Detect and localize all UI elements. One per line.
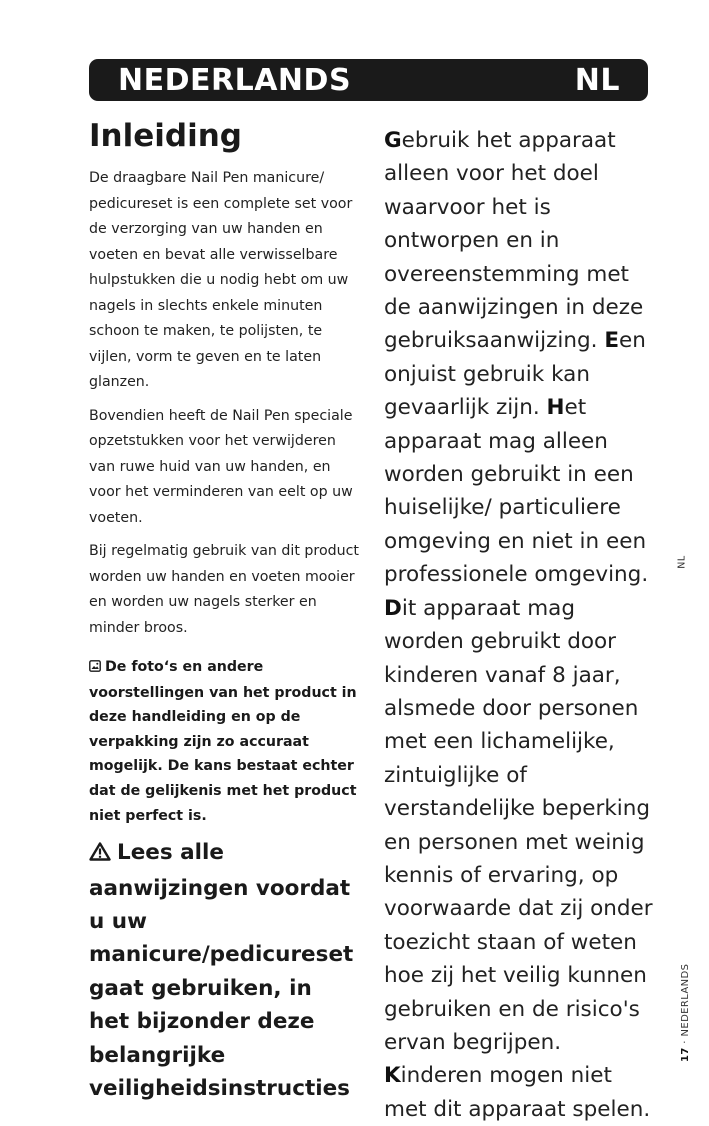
- warning-triangle-icon: [89, 838, 111, 871]
- sentence-initial: G: [384, 128, 402, 153]
- warning-instruction: [89, 836, 359, 1105]
- footer-section: NEDERLANDS: [680, 963, 691, 1037]
- sentence-initial: K: [384, 1063, 401, 1089]
- footer-separator: ·: [680, 1036, 691, 1048]
- language-header-bar: [89, 59, 648, 101]
- sentence-initial: E: [604, 328, 620, 354]
- side-language-tab: NL: [676, 555, 688, 569]
- sentence-initial: H: [546, 395, 565, 421]
- intro-paragraph: De draagbare Nail Pen manicure/ pedicureset is een complete set voor de verzorging van uw handen en voeten en bevat alle verwisselbare hulpstukken die u nodig hebt om uw nagels in slechts enkele minuten schoon te maken, te polijsten, te vijlen, vorm te geven en te laten glanzen.: [89, 170, 353, 390]
- page-footer: [680, 964, 691, 1062]
- intro-paragraph: Bovendien heeft de Nail Pen speciale opzetstukken voor het verwijderen van ruwe huid van uw handen, en voor het verminderen van eelt op uw voeten.: [89, 407, 353, 526]
- page-number: 17: [680, 1047, 691, 1062]
- notice-text: De foto‘s en andere voorstellingen van het product in deze handleiding en op de verpakking zijn zo accuraat mogelijk. De kans bestaat echter dat de gelijkenis met het product niet perfect is.: [89, 659, 357, 824]
- sentence-initial: D: [384, 595, 402, 621]
- safety-sentence: it apparaat mag worden gebruikt door kinderen vanaf 8 jaar, alsmede door personen met een lichamelijke, zintuiglijke of verstandelijke beperking en personen met weinig kennis of ervaring, op voorwaarde dat zij onder toezicht staan of weten hoe zij het veilig kunnen gebruiken en de risico's ervan begrijpen.: [384, 595, 653, 1055]
- left-column: [89, 166, 359, 1105]
- image-icon: [89, 656, 101, 681]
- safety-sentence: inderen mogen niet met dit apparaat spelen.: [384, 1063, 651, 1122]
- header-language: NEDERLANDS: [118, 62, 352, 98]
- section-heading: Inleiding: [89, 118, 242, 154]
- safety-instructions: [384, 124, 656, 1126]
- intro-paragraph: Bij regelmatig gebruik van dit product worden uw handen en voeten mooier en worden uw nagels sterker en minder broos.: [89, 543, 359, 636]
- safety-sentence: et apparaat mag alleen worden gebruikt in een huiselijke/ particuliere omgeving en niet in een professionele omgeving.: [384, 395, 649, 588]
- warning-text: Lees alle aanwijzingen voordat u uw manicure/pedicureset gaat gebruiken, in het bijzonder deze belangrijke veiligheidsinstructies: [89, 840, 354, 1101]
- safety-sentence: en onjuist gebruik kan gevaarlijk zijn.: [384, 328, 646, 421]
- safety-sentence: ebruik het apparaat alleen voor het doel waarvoor het is ontworpen en in overeenstemming met de aanwijzingen in deze gebruiksaanwijzing.: [384, 128, 644, 354]
- image-notice: [89, 655, 359, 828]
- header-language-code: NL: [574, 62, 620, 98]
